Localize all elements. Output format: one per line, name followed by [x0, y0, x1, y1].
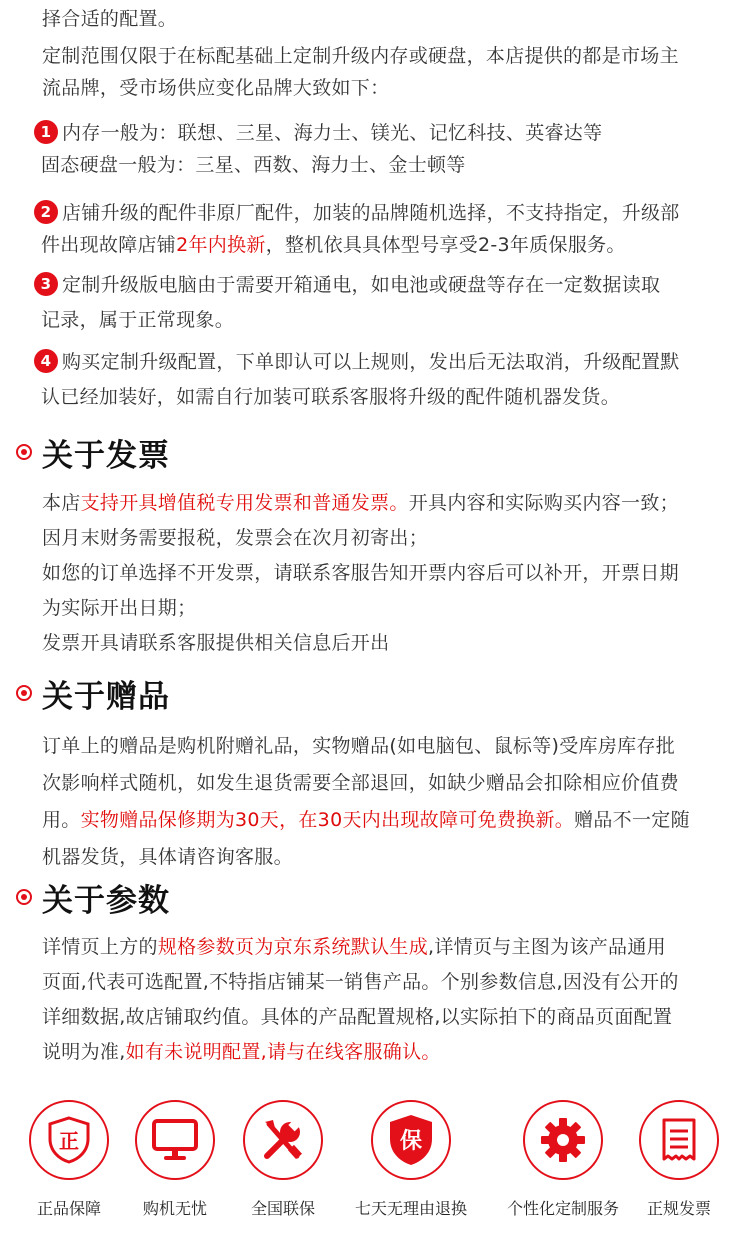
shield-bao-icon	[371, 1100, 451, 1180]
bullet-icon	[16, 889, 32, 905]
section-title: 关于发票	[42, 437, 170, 474]
badge-invoice	[624, 1100, 734, 1219]
rule-text: 认已经加装好，如需自行加装可联系客服将升级的配件随机器发货。	[41, 386, 621, 408]
badge-label: 全国联保	[250, 1199, 315, 1218]
monitor-icon	[135, 1100, 215, 1180]
section-title: 关于参数	[42, 882, 170, 919]
rule-text: 固态硬盘一般为：三星、西数、海力士、金士顿等	[41, 154, 466, 176]
params-heading	[16, 877, 170, 917]
badge-label: 正品保障	[36, 1199, 101, 1218]
params-line: 说明为准,如有未说明配置,请与在线客服确认。	[42, 1041, 441, 1063]
invoice-line: 因月末财务需要报税，发票会在次月初寄出；	[42, 527, 429, 549]
gift-line: 机器发货，具体请咨询客服。	[42, 846, 293, 868]
invoice-heading	[16, 432, 170, 472]
params-line: 详情页上方的规格参数页为京东系统默认生成,详情页与主图为该产品通用	[42, 936, 666, 958]
badge-label: 购机无忧	[142, 1199, 207, 1218]
service-badges	[0, 1100, 750, 1220]
svg-text:正: 正	[59, 1129, 79, 1153]
bullet-icon	[16, 444, 32, 460]
rule-text: 件出现故障店铺2年内换新，整机依具具体型号享受2-3年质保服务。	[41, 234, 626, 256]
number-badge-3: 3	[34, 272, 58, 296]
gift-line: 订单上的赠品是购机附赠礼品，实物赠品(如电脑包、鼠标等)受库房库存批	[42, 735, 676, 757]
badge-custom	[508, 1100, 618, 1219]
gift-heading	[16, 673, 170, 713]
svg-text:保: 保	[399, 1129, 423, 1154]
wrench-screwdriver-icon	[243, 1100, 323, 1180]
badge-label: 个性化定制服务	[506, 1199, 619, 1218]
intro-line: 定制范围仅限于在标配基础上定制升级内存或硬盘，本店提供的都是市场主	[42, 45, 679, 67]
badge-nationwide	[228, 1100, 338, 1219]
invoice-line: 本店支持开具增值税专用发票和普通发票。开具内容和实际购买内容一致；	[42, 492, 679, 514]
highlight-text: 实物赠品保修期为30天，在30天内出现故障可免费换新。	[80, 809, 575, 831]
params-line: 页面,代表可选配置,不特指店铺某一销售产品。个别参数信息,因没有公开的	[42, 971, 679, 993]
intro-line: 择合适的配置。	[42, 8, 178, 30]
invoice-text	[42, 486, 742, 661]
rule-text: 定制升级版电脑由于需要开箱通电，如电池或硬盘等存在一定数据读取	[62, 274, 661, 296]
intro-text	[42, 4, 742, 104]
gift-text	[42, 728, 742, 876]
params-line: 详细数据,故店铺取约值。具体的产品配置规格,以实际拍下的商品页面配置	[42, 1006, 673, 1028]
highlight-text: 2年内换新	[176, 234, 266, 256]
section-title: 关于赠品	[42, 678, 170, 715]
number-badge-2: 2	[34, 200, 58, 224]
number-badge-4: 4	[34, 349, 58, 373]
rule-2	[34, 198, 746, 261]
gear-icon	[523, 1100, 603, 1180]
rule-text: 购买定制升级配置，下单即认可以上规则，发出后无法取消，升级配置默	[62, 351, 680, 373]
rule-3	[34, 270, 746, 336]
number-badge-1: 1	[34, 120, 58, 144]
rule-4	[34, 347, 746, 413]
rule-text: 店铺升级的配件非原厂配件，加装的品牌随机选择，不支持指定，升级部	[62, 202, 680, 224]
rule-text: 内存一般为：联想、三星、海力士、镁光、记忆科技、英睿达等	[62, 122, 603, 144]
badge-genuine	[14, 1100, 124, 1219]
highlight-text: 如有未说明配置,请与在线客服确认。	[125, 1041, 441, 1063]
shield-zheng-icon	[29, 1100, 109, 1180]
badge-return	[356, 1100, 466, 1219]
invoice-line: 如您的订单选择不开发票，请联系客服告知开票内容后可以补开，开票日期	[42, 562, 679, 584]
params-text	[42, 930, 742, 1070]
highlight-text: 规格参数页为京东系统默认生成	[157, 936, 429, 958]
intro-line: 流品牌，受市场供应变化品牌大致如下：	[42, 77, 390, 99]
rule-text: 记录，属于正常现象。	[41, 309, 235, 331]
rule-1	[34, 118, 746, 181]
gift-line: 用。实物赠品保修期为30天，在30天内出现故障可免费换新。赠品不一定随	[42, 809, 690, 831]
highlight-text: 支持开具增值税专用发票和普通发票。	[80, 492, 409, 514]
bullet-icon	[16, 685, 32, 701]
badge-label: 正规发票	[646, 1199, 711, 1218]
receipt-icon	[639, 1100, 719, 1180]
gift-line: 次影响样式随机，如发生退货需要全部退回，如缺少赠品会扣除相应价值费	[42, 772, 679, 794]
badge-worry-free	[120, 1100, 230, 1219]
invoice-line: 为实际开出日期；	[42, 597, 197, 619]
badge-label: 七天无理由退换	[354, 1199, 467, 1218]
invoice-line: 发票开具请联系客服提供相关信息后开出	[42, 632, 390, 654]
